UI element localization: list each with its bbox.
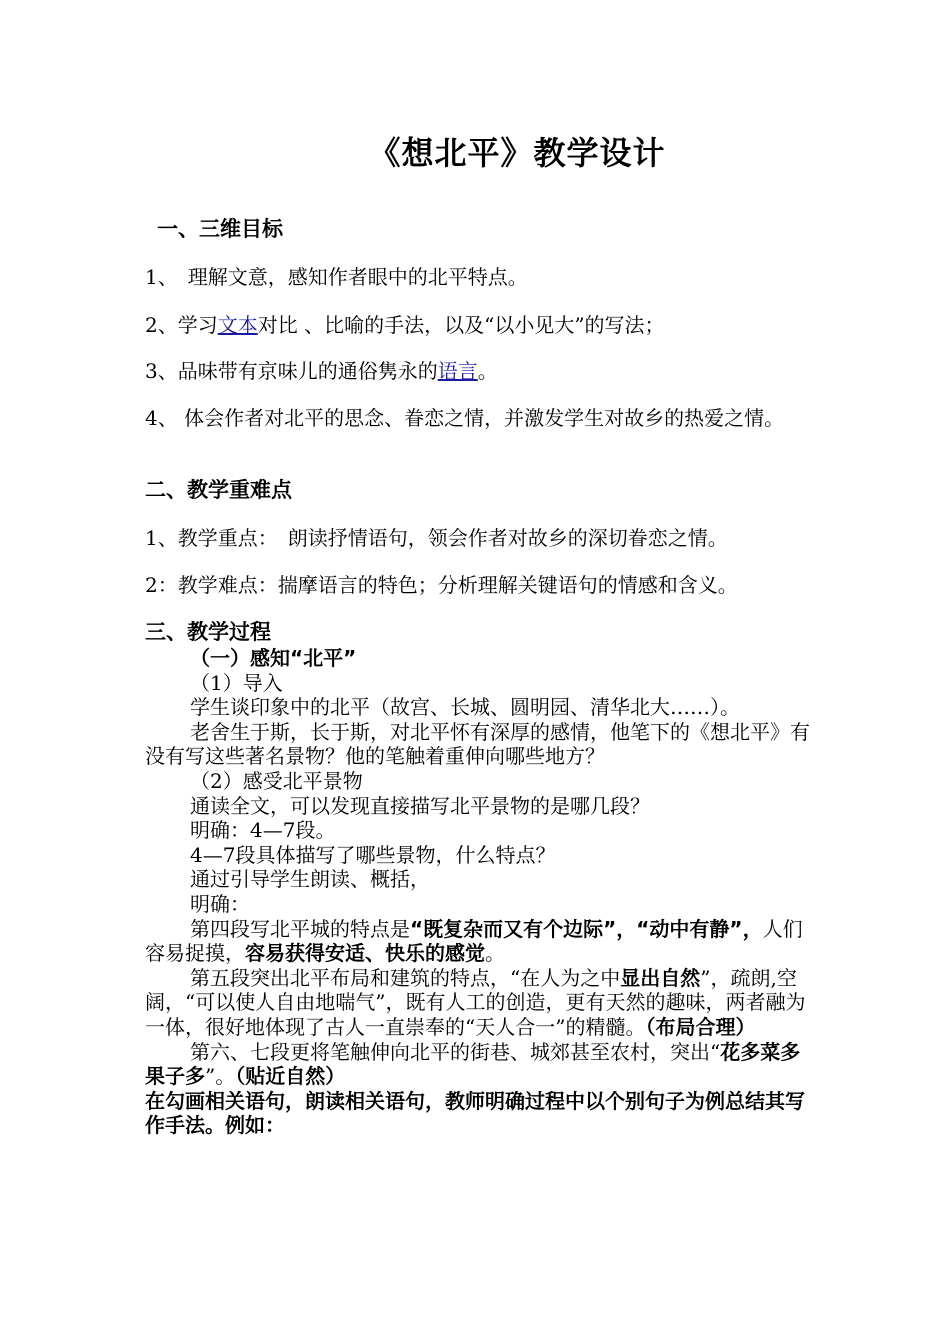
paragraph-read-full: 通读全文，可以发现直接描写北平景物的是哪几段？ — [190, 793, 650, 818]
goal-item-2-pre: 2、学习 — [145, 313, 218, 337]
text-run: 人们容易捉摸， — [145, 916, 803, 966]
paragraph-sixth-seventh — [145, 1040, 810, 1089]
link-yuyan[interactable]: 语言 — [437, 359, 478, 383]
paragraph-question: 4—7段具体描写了哪些景物，什么特点？ — [190, 842, 556, 867]
bold-run: （布局合理） — [645, 1014, 756, 1039]
section-heading-1: 一、三维目标 — [157, 217, 283, 241]
goal-item-2 — [145, 313, 810, 337]
step-intro-label: （1）导入 — [190, 670, 283, 695]
goal-item-3-pre: 3、品味带有京味儿的通俗隽永的 — [145, 359, 438, 383]
page-title: 《想北平》教学设计 — [368, 134, 666, 172]
paragraph-fifth — [145, 966, 810, 1040]
subheading-perceive: （一）感知“北平” — [190, 646, 357, 670]
goal-item-1: 1、 理解文意，感知作者眼中的北平特点。 — [145, 265, 528, 289]
text-run: ”，疏朗,空阔，“可以使人自由地喘气”，既有人工的创造，更有天然的趣味，两者融为一体，很好地体现了古人一直崇奉的“天人合一”的精髓。 — [145, 965, 806, 1039]
paragraph-fourth — [145, 917, 810, 966]
goal-item-2-post: 对比 、比喻的手法，以及“以小见大”的写法； — [257, 313, 665, 337]
text-run: 第六、七段更将笔触伸向北平的街巷、城郊甚至农村，突出“ — [190, 1039, 721, 1064]
key-point-2: 2：教学难点：揣摩语言的特色；分析理解关键语句的情感和含义。 — [145, 573, 738, 597]
key-point-1: 1、教学重点： 朗读抒情语句，领会作者对故乡的深切眷恋之情。 — [145, 526, 728, 550]
section-heading-2: 二、教学重难点 — [145, 478, 292, 502]
text-run: 。 — [485, 941, 505, 966]
text-run: 第五段突出北平布局和建筑的特点，“在人为之中 — [190, 965, 621, 990]
goal-item-4: 4、 体会作者对北平的思念、眷恋之情，并激发学生对故乡的热爱之情。 — [145, 406, 785, 430]
section-heading-3: 三、教学过程 — [145, 620, 271, 644]
text-run: 第四段写北平城的特点是 — [190, 916, 410, 941]
goal-item-3-post: 。 — [477, 359, 498, 383]
text-run: ”。 — [205, 1064, 236, 1089]
paragraph-instruction: 在勾画相关语句，朗读相关语句，教师明确过程中以个别句子为例总结其写作手法。例如： — [145, 1088, 805, 1138]
paragraph-guide: 通过引导学生朗读、概括， — [190, 867, 430, 892]
bold-run: （贴近自然） — [235, 1064, 346, 1089]
teaching-process — [145, 646, 810, 1138]
bold-run: 花多菜多果子多 — [145, 1039, 801, 1089]
step-feel-label: （2）感受北平景物 — [190, 768, 363, 793]
paragraph-answer-1: 明确：4—7段。 — [190, 818, 336, 843]
paragraph-laoshe: 老舍生于斯，长于斯，对北平怀有深厚的感情，他笔下的《想北平》有没有写这些著名景物？他的笔触着重伸向哪些地方？ — [145, 719, 810, 769]
bold-run: “既复杂而又有个边际”，“动中有静”， — [410, 916, 763, 941]
bold-run: 容易获得安适、快乐的感觉 — [245, 941, 485, 966]
paragraph-answer-2: 明确： — [190, 891, 250, 916]
goal-item-3 — [145, 359, 810, 383]
link-wenben[interactable]: 文本 — [217, 313, 258, 337]
bold-run: 显出自然 — [620, 965, 701, 990]
paragraph-students-talk: 学生谈印象中的北平（故宫、长城、圆明园、清华北大……）。 — [190, 695, 740, 720]
